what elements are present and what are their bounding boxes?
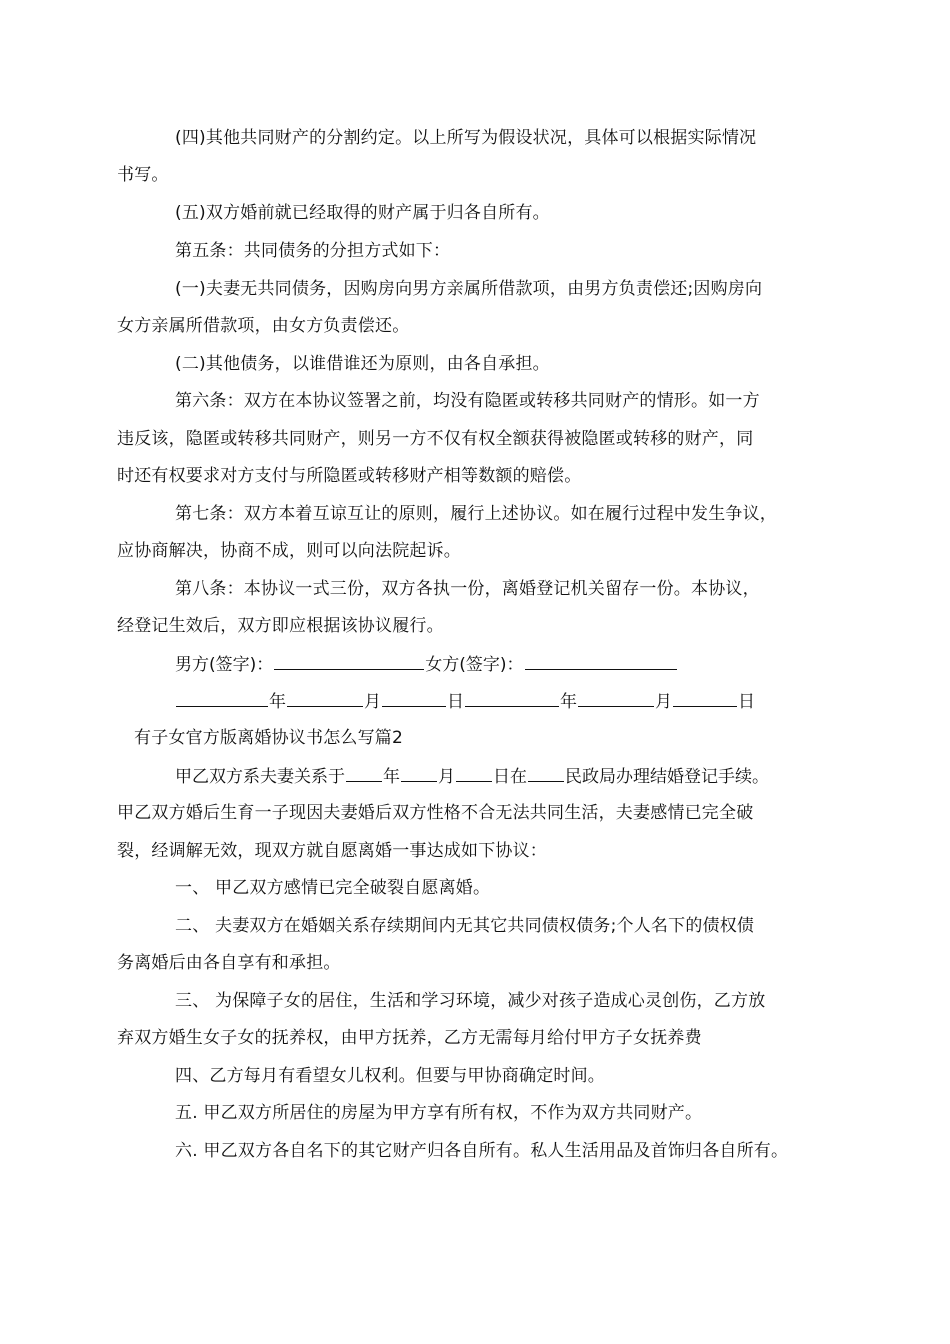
paragraph-line: 违反该，隐匿或转移共同财产，则另一方不仅有权全额获得被隐匿或转移的财产，同 xyxy=(117,429,754,449)
day-label: 日 xyxy=(447,692,464,712)
year-label: 年 xyxy=(560,692,577,712)
intro-suffix: 民政局办理结婚登记手续。 xyxy=(565,767,769,787)
paragraph-line: 时还有权要求对方支付与所隐匿或转移财产相等数额的赔偿。 xyxy=(117,466,582,486)
paragraph-line: 二、 夫妻双方在婚姻关系存续期间内无其它共同债权债务;个人名下的债权债 xyxy=(175,916,755,936)
paragraph-line: 五. 甲乙双方所居住的房屋为甲方享有所有权，不作为双方共同财产。 xyxy=(175,1103,703,1123)
paragraph-line: (四)其他共同财产的分割约定。以上所写为假设状况，具体可以根据实际情况 xyxy=(175,128,757,148)
female-signature-label: 女方(签字)： xyxy=(425,655,524,675)
month-label: 月 xyxy=(438,767,455,787)
intro-prefix: 甲乙双方系夫妻关系于 xyxy=(175,767,345,787)
paragraph-line: (二)其他债务，以谁借谁还为原则，由各自承担。 xyxy=(175,354,550,374)
paragraph-line: 弃双方婚生女子女的抚养权，由甲方抚养，乙方无需每月给付甲方子女抚养费 xyxy=(117,1028,702,1048)
date-blank[interactable] xyxy=(382,690,446,707)
male-signature-blank[interactable] xyxy=(274,653,424,670)
day-label: 日在 xyxy=(493,767,527,787)
paragraph-line: 四、乙方每月有看望女儿权利。但要与甲协商确定时间。 xyxy=(175,1066,605,1086)
date-blank[interactable] xyxy=(673,690,737,707)
paragraph-line: 一、 甲乙双方感情已完全破裂自愿离婚。 xyxy=(175,878,491,898)
date-blank[interactable] xyxy=(578,690,654,707)
day-label: 日 xyxy=(738,692,755,712)
paragraph-line: 裂，经调解无效，现双方就自愿离婚一事达成如下协议： xyxy=(117,841,547,861)
male-signature-label: 男方(签字)： xyxy=(175,655,274,675)
paragraph-line: 第八条：本协议一式三份，双方各执一份，离婚登记机关留存一份。本协议， xyxy=(175,579,760,599)
date-blank[interactable] xyxy=(401,765,437,782)
month-label: 月 xyxy=(655,692,672,712)
paragraph-line: 六. 甲乙双方各自名下的其它财产归各自所有。私人生活用品及首饰归各自所有。 xyxy=(175,1141,789,1161)
signature-row xyxy=(175,653,678,676)
paragraph-line: 三、 为保障子女的居住，生活和学习环境，减少对孩子造成心灵创伤，乙方放 xyxy=(175,991,766,1011)
paragraph-line: 第七条：双方本着互谅互让的原则，履行上述协议。如在履行过程中发生争议， xyxy=(175,504,777,524)
paragraph-line: 书写。 xyxy=(117,165,169,185)
month-label: 月 xyxy=(364,692,381,712)
date-blank[interactable] xyxy=(465,690,559,707)
paragraph-line: (五)双方婚前就已经取得的财产属于归各自所有。 xyxy=(175,203,550,223)
bureau-blank[interactable] xyxy=(528,765,564,782)
paragraph-line: (一)夫妻无共同债务，因购房向男方亲属所借款项，由男方负责偿还;因购房向 xyxy=(175,279,763,299)
date-blank[interactable] xyxy=(456,765,492,782)
year-label: 年 xyxy=(383,767,400,787)
date-blank[interactable] xyxy=(346,765,382,782)
paragraph-line: 务离婚后由各自享有和承担。 xyxy=(117,953,341,973)
intro-line xyxy=(175,765,769,788)
paragraph-line: 第六条：双方在本协议签署之前，均没有隐匿或转移共同财产的情形。如一方 xyxy=(175,391,760,411)
date-blank[interactable] xyxy=(176,690,268,707)
date-blank[interactable] xyxy=(287,690,363,707)
year-label: 年 xyxy=(269,692,286,712)
paragraph-line: 女方亲属所借款项，由女方负责偿还。 xyxy=(117,316,410,336)
date-row xyxy=(175,690,755,713)
paragraph-line: 甲乙双方婚后生育一子现因夫妻婚后双方性格不合无法共同生活，夫妻感情已完全破 xyxy=(117,803,754,823)
article-heading: 第五条：共同债务的分担方式如下： xyxy=(175,241,451,261)
section-title: 有子女官方版离婚协议书怎么写篇2 xyxy=(134,728,404,748)
paragraph-line: 应协商解决，协商不成，则可以向法院起诉。 xyxy=(117,541,461,561)
female-signature-blank[interactable] xyxy=(525,653,677,670)
paragraph-line: 经登记生效后，双方即应根据该协议履行。 xyxy=(117,616,444,636)
